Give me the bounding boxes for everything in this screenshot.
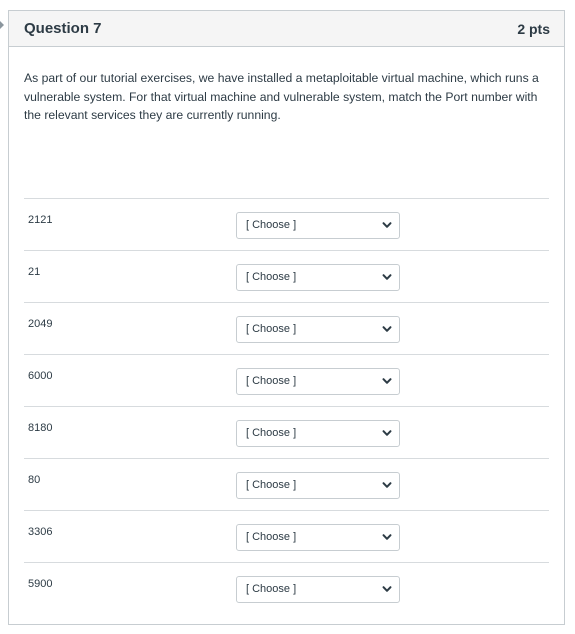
select-value: [ Choose ]	[246, 375, 297, 387]
select-value: [ Choose ]	[246, 479, 297, 491]
port-label: 80	[28, 473, 41, 486]
caret-right-icon	[0, 21, 4, 29]
select-value: [ Choose ]	[246, 427, 297, 439]
service-select[interactable]	[236, 420, 400, 447]
question-title: Question 7	[24, 20, 102, 37]
question-text: As part of our tutorial exercises, we have installed a metaploitable virtual machine, which runs a vulnerable system. For that virtual machine and vulnerable system, match the Port number with the relevant services they are currently running.	[24, 71, 539, 122]
port-label: 6000	[28, 369, 53, 382]
service-select[interactable]	[236, 576, 400, 603]
select-value: [ Choose ]	[246, 323, 297, 335]
match-row	[24, 354, 549, 406]
chevron-down-icon	[381, 531, 393, 543]
match-row	[24, 510, 549, 562]
chevron-down-icon	[381, 583, 393, 595]
service-select[interactable]	[236, 264, 400, 291]
select-value: [ Choose ]	[246, 531, 297, 543]
select-value: [ Choose ]	[246, 583, 297, 595]
question-header	[9, 11, 564, 47]
service-select[interactable]	[236, 472, 400, 499]
match-row	[24, 458, 549, 510]
service-select[interactable]	[236, 368, 400, 395]
chevron-down-icon	[381, 271, 393, 283]
question-card	[8, 10, 565, 625]
port-label: 21	[28, 265, 41, 278]
port-label: 2121	[28, 213, 53, 226]
service-select[interactable]	[236, 316, 400, 343]
match-row	[24, 250, 549, 302]
port-label: 2049	[28, 317, 53, 330]
service-select[interactable]	[236, 524, 400, 551]
question-points: 2 pts	[517, 20, 550, 37]
port-label: 3306	[28, 525, 53, 538]
select-value: [ Choose ]	[246, 219, 297, 231]
match-row	[24, 562, 549, 614]
chevron-down-icon	[381, 219, 393, 231]
chevron-down-icon	[381, 375, 393, 387]
port-label: 8180	[28, 421, 53, 434]
match-row	[24, 198, 549, 250]
match-list	[24, 198, 549, 614]
chevron-down-icon	[381, 479, 393, 491]
question-body	[9, 47, 564, 614]
chevron-down-icon	[381, 323, 393, 335]
chevron-down-icon	[381, 427, 393, 439]
service-select[interactable]	[236, 212, 400, 239]
match-row	[24, 302, 549, 354]
match-row	[24, 406, 549, 458]
select-value: [ Choose ]	[246, 271, 297, 283]
port-label: 5900	[28, 577, 53, 590]
